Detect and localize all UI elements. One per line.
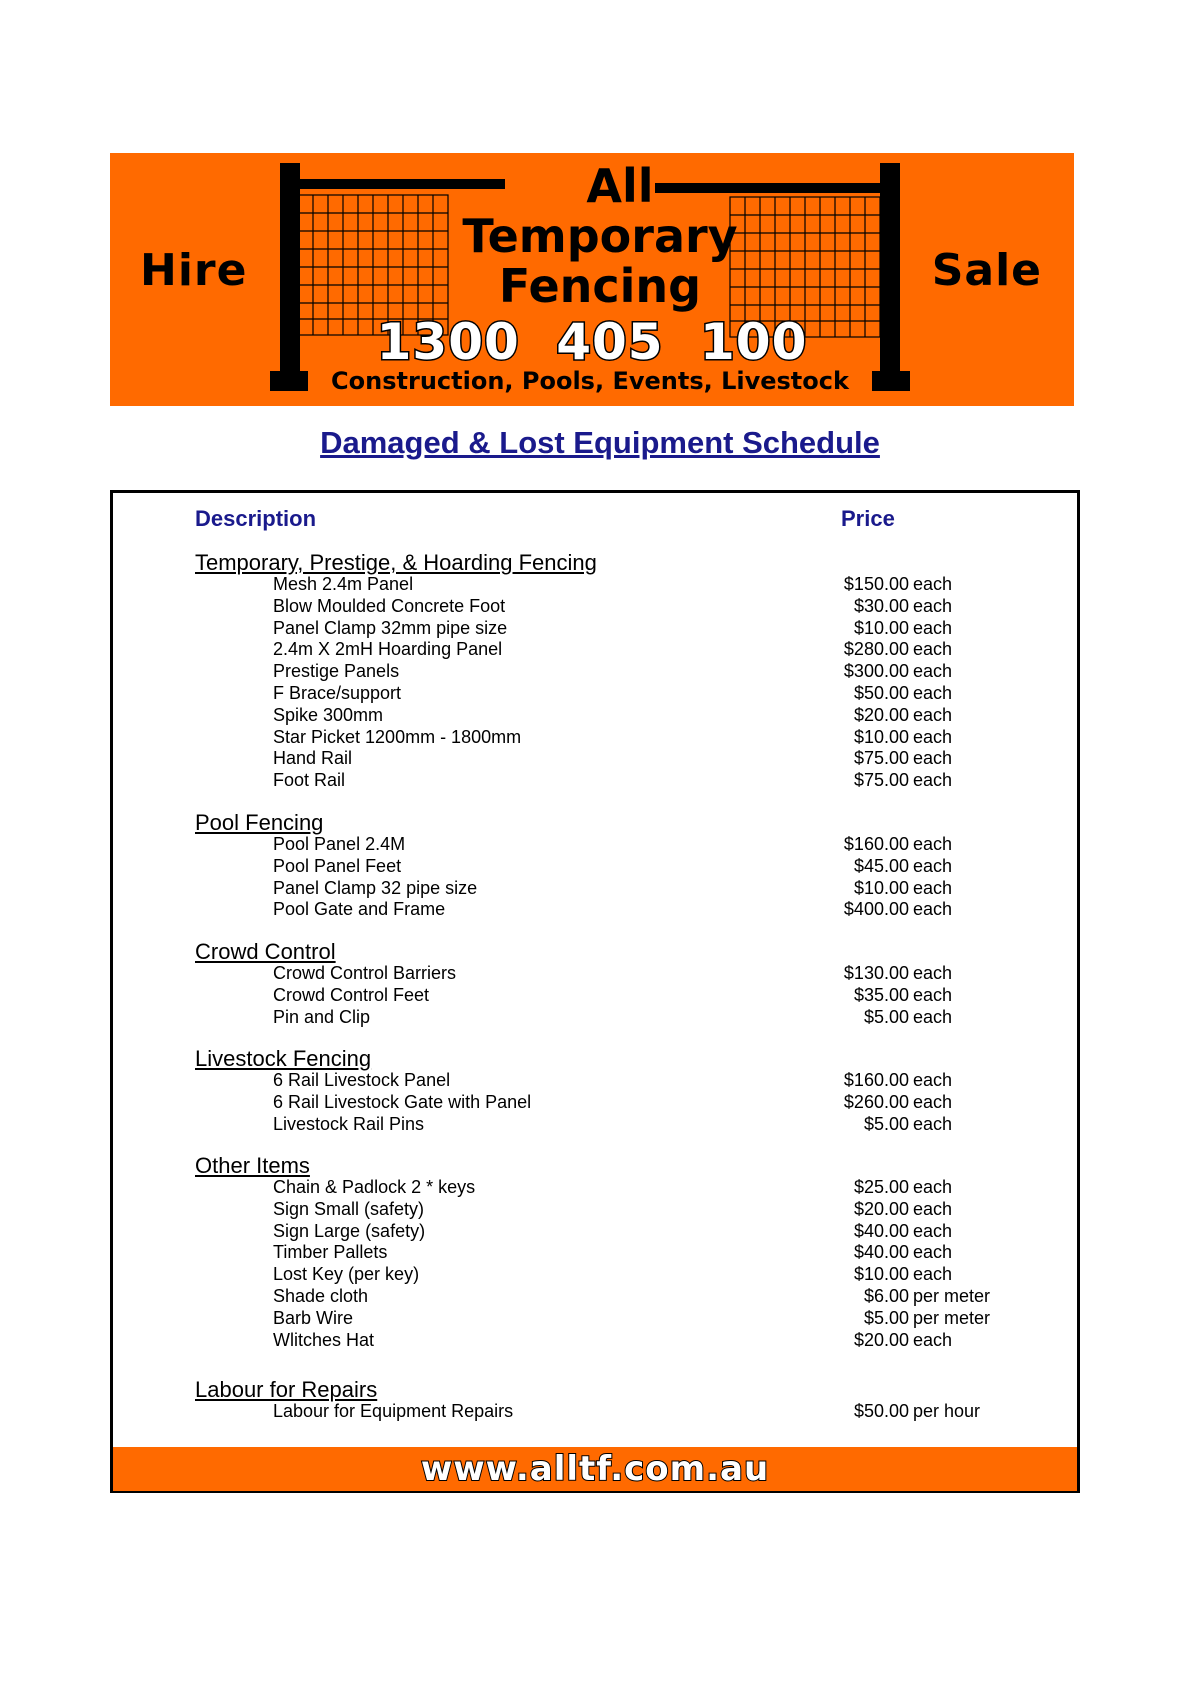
- item-name: Barb Wire: [273, 1307, 354, 1328]
- tagline: Construction, Pools, Events, Livestock: [331, 367, 849, 395]
- item-unit: each: [913, 1198, 953, 1219]
- item-name: Pin and Clip: [273, 1006, 371, 1027]
- item-name: Wlitches Hat: [273, 1329, 375, 1350]
- item-unit: each: [913, 770, 953, 791]
- item-unit: each: [913, 834, 953, 854]
- item-unit: each: [913, 661, 953, 682]
- item-unit: each: [913, 899, 953, 920]
- section-title: Pool Fencing: [195, 810, 324, 835]
- item-name: Foot Rail: [273, 770, 346, 791]
- website-url: www.alltf.com.au: [420, 1449, 770, 1489]
- item-price: $75.00: [853, 770, 909, 791]
- brand-name: [400, 159, 800, 313]
- company-banner-logo: [110, 153, 1074, 406]
- table-row: [273, 682, 1033, 704]
- table-row: [273, 855, 1033, 877]
- item-price: $45.00: [853, 855, 909, 876]
- item-name: Sign Large (safety): [273, 1220, 426, 1241]
- table-row: [273, 1220, 1033, 1242]
- column-header-description: Description: [195, 506, 317, 531]
- item-name: Spike 300mm: [273, 704, 384, 725]
- table-row: [273, 726, 1033, 748]
- table-row: [273, 1006, 1033, 1028]
- item-price: $50.00: [853, 683, 909, 703]
- item-name: Lost Key (per key): [273, 1264, 420, 1285]
- table-row: [273, 573, 1033, 595]
- item-price: $400.00: [843, 899, 909, 920]
- item-price: $20.00: [853, 1329, 909, 1350]
- item-price: $20.00: [853, 704, 909, 725]
- item-name: Star Picket 1200mm - 1800mm: [273, 726, 522, 747]
- item-price: $160.00: [843, 1070, 909, 1090]
- item-unit: each: [913, 877, 953, 898]
- sale-label: Sale: [931, 245, 1042, 296]
- brand-line-1: All: [586, 159, 654, 213]
- table-row: [273, 617, 1033, 639]
- brand-line-3: Fencing: [498, 259, 702, 313]
- item-price: $40.00: [853, 1220, 909, 1241]
- item-price: $280.00: [843, 639, 909, 660]
- table-row: [273, 1400, 1033, 1422]
- item-price: $25.00: [853, 1177, 909, 1197]
- item-unit: each: [913, 1220, 953, 1241]
- section-title: Temporary, Prestige, & Hoarding Fencing: [195, 550, 597, 575]
- item-name: 6 Rail Livestock Panel: [273, 1070, 451, 1090]
- item-unit: each: [913, 574, 953, 594]
- document-title: Damaged & Lost Equipment Schedule: [320, 425, 880, 460]
- item-price: $5.00: [863, 1113, 909, 1134]
- item-name: Pool Panel Feet: [273, 855, 402, 876]
- item-unit: each: [913, 639, 953, 660]
- table-row: [273, 1263, 1033, 1285]
- footer-bar: [113, 1447, 1077, 1491]
- item-price: $6.00: [863, 1286, 909, 1306]
- item-price: $5.00: [863, 1006, 909, 1027]
- item-unit: each: [913, 704, 953, 725]
- item-name: Chain & Padlock 2 * keys: [273, 1177, 476, 1197]
- item-unit: each: [913, 595, 953, 616]
- item-price: $10.00: [853, 617, 909, 638]
- item-price: $40.00: [853, 1242, 909, 1263]
- item-unit: each: [913, 855, 953, 876]
- table-row: [273, 1198, 1033, 1220]
- item-unit: each: [913, 1113, 953, 1134]
- table-row: [273, 638, 1033, 660]
- item-price: $150.00: [843, 574, 909, 594]
- item-unit: each: [913, 748, 953, 769]
- hire-label: Hire: [140, 245, 248, 296]
- table-row: [273, 898, 1033, 920]
- item-unit: each: [913, 1177, 953, 1197]
- item-unit: each: [913, 683, 953, 703]
- table-row: [273, 1285, 1033, 1307]
- item-name: Pool Gate and Frame: [273, 899, 446, 920]
- item-name: Pool Panel 2.4M: [273, 834, 406, 854]
- table-row: [273, 1176, 1033, 1198]
- item-price: $130.00: [843, 963, 909, 983]
- item-name: Sign Small (safety): [273, 1198, 425, 1219]
- section-title: Crowd Control: [195, 939, 336, 964]
- item-unit: each: [913, 726, 953, 747]
- table-row: [273, 1091, 1033, 1113]
- table-row: [273, 704, 1033, 726]
- table-row: [273, 984, 1033, 1006]
- section-title: Other Items: [195, 1153, 310, 1178]
- item-name: Livestock Rail Pins: [273, 1113, 425, 1134]
- item-price: $35.00: [853, 984, 909, 1005]
- item-price: $300.00: [843, 661, 909, 682]
- item-name: Crowd Control Barriers: [273, 963, 457, 983]
- table-row: [273, 660, 1033, 682]
- item-name: Prestige Panels: [273, 661, 400, 682]
- table-row: [273, 769, 1033, 791]
- item-price: $30.00: [853, 595, 909, 616]
- item-price: $10.00: [853, 1264, 909, 1285]
- item-unit: each: [913, 1329, 953, 1350]
- item-name: Labour for Equipment Repairs: [273, 1401, 514, 1421]
- item-price: $50.00: [853, 1401, 909, 1421]
- item-unit: each: [913, 1006, 953, 1027]
- item-unit: per meter: [913, 1307, 991, 1328]
- item-name: Mesh 2.4m Panel: [273, 574, 414, 594]
- item-price: $10.00: [853, 877, 909, 898]
- item-name: Shade cloth: [273, 1286, 369, 1306]
- table-row: [273, 1241, 1033, 1263]
- table-row: [273, 595, 1033, 617]
- table-row: [273, 877, 1033, 899]
- section-title: Livestock Fencing: [195, 1046, 372, 1071]
- item-price: $160.00: [843, 834, 909, 854]
- phone-number: 1300 405 100: [376, 313, 808, 371]
- item-unit: per meter: [913, 1286, 991, 1306]
- item-unit: each: [913, 1091, 953, 1112]
- column-header-price: Price: [841, 506, 895, 531]
- item-name: 6 Rail Livestock Gate with Panel: [273, 1091, 532, 1112]
- item-name: Panel Clamp 32mm pipe size: [273, 617, 508, 638]
- brand-line-2: Temporary: [462, 209, 738, 263]
- item-price: $20.00: [853, 1198, 909, 1219]
- item-name: F Brace/support: [273, 683, 402, 703]
- item-unit: each: [913, 1264, 953, 1285]
- item-name: 2.4m X 2mH Hoarding Panel: [273, 639, 503, 660]
- table-row: [273, 1069, 1033, 1091]
- table-row: [273, 1307, 1033, 1329]
- item-name: Hand Rail: [273, 748, 353, 769]
- item-price: $75.00: [853, 748, 909, 769]
- table-row: [273, 747, 1033, 769]
- item-price: $260.00: [843, 1091, 909, 1112]
- table-row: [273, 1329, 1033, 1351]
- item-name: Timber Pallets: [273, 1242, 388, 1263]
- item-unit: each: [913, 984, 953, 1005]
- item-unit: each: [913, 1070, 953, 1090]
- table-row: [273, 962, 1033, 984]
- item-name: Panel Clamp 32 pipe size: [273, 877, 478, 898]
- section-title: Labour for Repairs: [195, 1377, 378, 1402]
- item-name: Crowd Control Feet: [273, 984, 430, 1005]
- item-unit: each: [913, 1242, 953, 1263]
- table-row: [273, 1113, 1033, 1135]
- item-name: Blow Moulded Concrete Foot: [273, 595, 506, 616]
- item-unit: per hour: [913, 1401, 981, 1421]
- item-price: $10.00: [853, 726, 909, 747]
- item-unit: each: [913, 963, 953, 983]
- item-unit: each: [913, 617, 953, 638]
- item-price: $5.00: [863, 1307, 909, 1328]
- table-row: [273, 833, 1033, 855]
